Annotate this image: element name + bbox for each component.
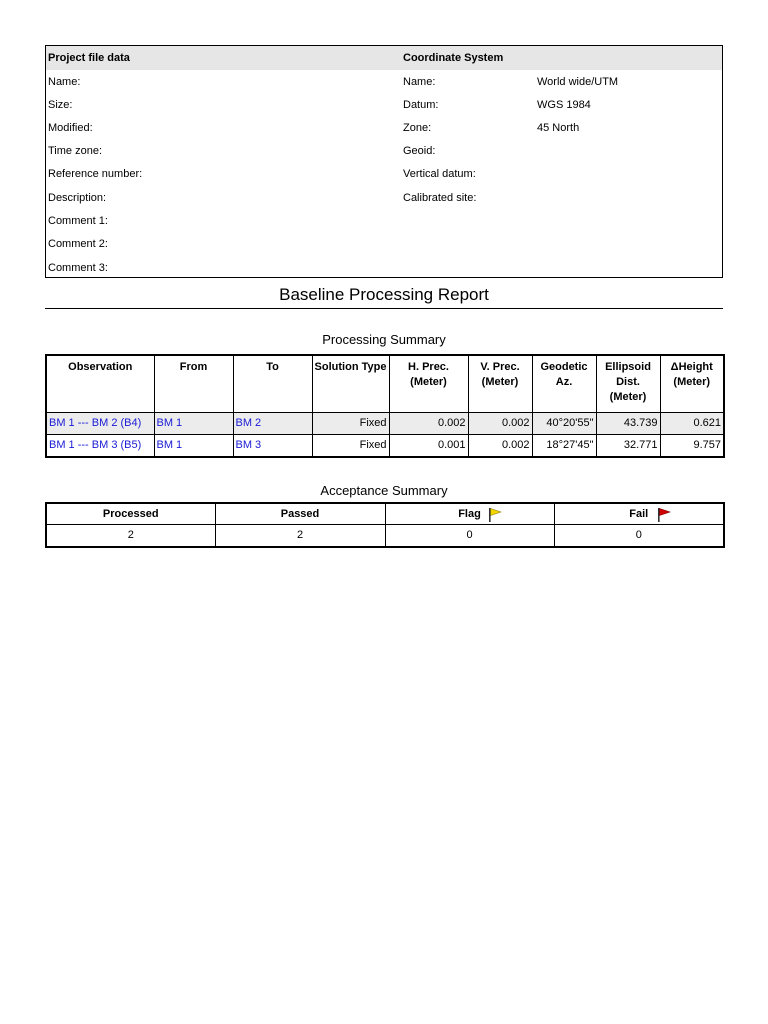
delta-height-cell: 0.621 — [660, 413, 724, 435]
project-comment1-label: Comment 1: — [48, 215, 108, 227]
flag-count: 0 — [385, 525, 554, 548]
observation-link[interactable]: BM 1 --- BM 3 (B5) — [46, 435, 154, 458]
col-geodetic-az: Geodetic Az. — [532, 355, 596, 413]
project-info-header — [46, 46, 722, 70]
cs-datum-label: Datum: — [403, 99, 439, 111]
project-size-label: Size: — [48, 99, 73, 111]
to-station-link[interactable]: BM 3 — [233, 435, 312, 458]
table-row — [46, 413, 724, 435]
cs-calibrated-site-label: Calibrated site: — [403, 192, 477, 204]
acceptance-header-row — [46, 503, 724, 525]
cs-geoid-label: Geoid: — [403, 145, 436, 157]
cs-datum-value: WGS 1984 — [537, 99, 591, 111]
passed-count: 2 — [215, 525, 385, 548]
from-station-link[interactable]: BM 1 — [154, 413, 233, 435]
red-flag-icon — [656, 507, 672, 523]
processing-summary-title: Processing Summary — [322, 332, 446, 347]
solution-type-cell: Fixed — [312, 435, 389, 458]
report-title: Baseline Processing Report — [279, 285, 489, 304]
title-divider — [45, 308, 723, 309]
v-prec-cell: 0.002 — [468, 413, 532, 435]
col-flag-label: Flag — [458, 508, 481, 520]
ellipsoid-dist-cell: 32.771 — [596, 435, 660, 458]
h-prec-cell: 0.001 — [389, 435, 468, 458]
col-processed: Processed — [46, 503, 215, 525]
acceptance-summary-title: Acceptance Summary — [320, 483, 448, 498]
project-comment3-label: Comment 3: — [48, 262, 108, 274]
processing-header-row — [46, 355, 724, 413]
project-modified-label: Modified: — [48, 122, 93, 134]
table-row — [46, 435, 724, 458]
cs-vertical-datum-label: Vertical datum: — [403, 168, 476, 180]
col-fail — [554, 503, 724, 525]
v-prec-cell: 0.002 — [468, 435, 532, 458]
ellipsoid-dist-cell: 43.739 — [596, 413, 660, 435]
yellow-flag-icon — [487, 507, 503, 523]
delta-height-cell: 9.757 — [660, 435, 724, 458]
fail-count: 0 — [554, 525, 724, 548]
acceptance-summary-table — [45, 502, 725, 548]
observation-link[interactable]: BM 1 --- BM 2 (B4) — [46, 413, 154, 435]
coordinate-system-heading: Coordinate System — [403, 52, 504, 64]
project-comment2-label: Comment 2: — [48, 238, 108, 250]
from-station-link[interactable]: BM 1 — [154, 435, 233, 458]
geodetic-az-cell: 18°27'45" — [532, 435, 596, 458]
project-reference-label: Reference number: — [48, 168, 143, 180]
h-prec-cell: 0.002 — [389, 413, 468, 435]
col-passed: Passed — [215, 503, 385, 525]
processed-count: 2 — [46, 525, 215, 548]
cs-zone-label: Zone: — [403, 122, 432, 134]
col-solution-type: Solution Type — [312, 355, 389, 413]
col-observation: Observation — [46, 355, 154, 413]
to-station-link[interactable]: BM 2 — [233, 413, 312, 435]
geodetic-az-cell: 40°20'55" — [532, 413, 596, 435]
col-delta-height: ΔHeight (Meter) — [660, 355, 724, 413]
cs-name-value: World wide/UTM — [537, 76, 619, 88]
project-info-box — [45, 45, 723, 278]
acceptance-values-row — [46, 525, 724, 548]
project-file-data-heading: Project file data — [48, 52, 130, 64]
col-ellipsoid-dist: Ellipsoid Dist. (Meter) — [596, 355, 660, 413]
cs-name-label: Name: — [403, 76, 436, 88]
col-v-prec: V. Prec. (Meter) — [468, 355, 532, 413]
col-from: From — [154, 355, 233, 413]
project-name-label: Name: — [48, 76, 81, 88]
project-description-label: Description: — [48, 192, 107, 204]
col-flag — [385, 503, 554, 525]
processing-summary-table — [45, 354, 725, 458]
cs-zone-value: 45 North — [537, 122, 580, 134]
col-fail-label: Fail — [629, 508, 649, 520]
col-h-prec: H. Prec. (Meter) — [389, 355, 468, 413]
project-timezone-label: Time zone: — [48, 145, 103, 157]
col-to: To — [233, 355, 312, 413]
solution-type-cell: Fixed — [312, 413, 389, 435]
